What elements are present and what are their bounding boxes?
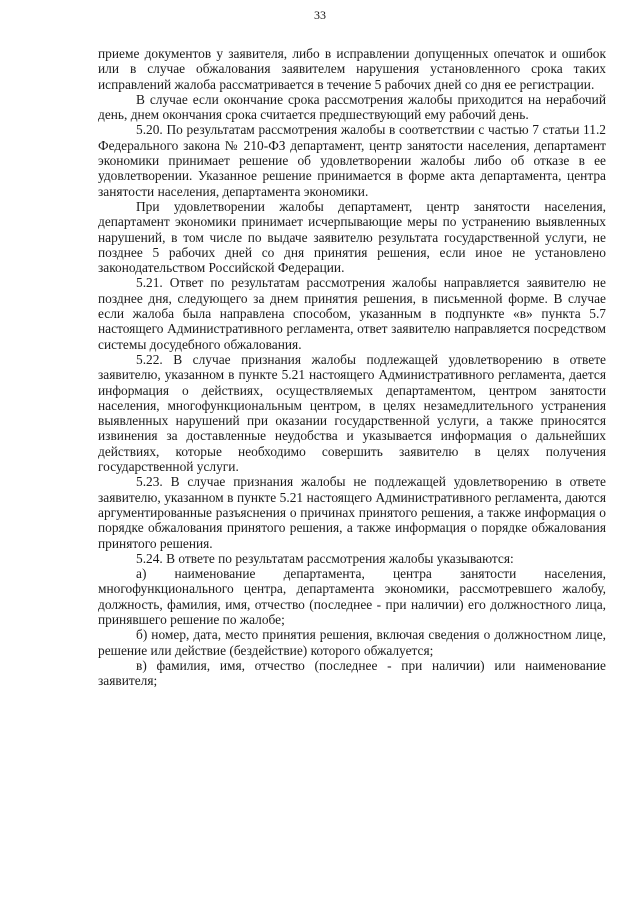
paragraph-continuation: приеме документов у заявителя, либо в исправлении допущенных опечаток и ошибок или в случае обжалования заявителем нарушения установленного срока таких исправлений жалоба рассматривается в течение 5 рабочих дней со дня ее регистрации. [98,46,606,92]
paragraph-5-21: 5.21. Ответ по результатам рассмотрения жалобы направляется заявителю не позднее дня, следующего за днем принятия решения, в письменной форме. В случае если жалоба была направлена способом, указанным в подпункте «в» пункта 5.7 настоящего Административного регламента, ответ заявителю направляется посредством системы досудебного обжалования. [98,275,606,352]
list-item-b: б) номер, дата, место принятия решения, включая сведения о должностном лице, решение или действие (бездействие) которого обжалуется; [98,627,606,658]
paragraph-satisfaction-measures: При удовлетворении жалобы департамент, центр занятости населения, департамент экономики принимает исчерпывающие меры по устранению выявленных нарушений, в том числе по выдаче заявителю результата государственной услуги, не позднее 5 рабочих дней со дня принятия решения, если иное не установлено законодательством Российской Федерации. [98,198,606,276]
paragraph-5-20: 5.20. По результатам рассмотрения жалобы в соответствии с частью 7 статьи 11.2 Федерального закона № 210-ФЗ департамент, центр занятости населения, департамент экономики принимает решение об удовлетворении жалобы либо об отказе в ее удовлетворении. Указанное решение принимается в форме акта департамента, центра занятости населения, департамента экономики. [98,122,606,199]
paragraph-5-23: 5.23. В случае признания жалобы не подлежащей удовлетворению в ответе заявителю, указанном в пункте 5.21 настоящего Административного регламента, даются аргументированные разъяснения о причинах принятого решения, а также информация о порядке обжалования принятого решения, а также информация о порядке обжалования принятого решения. [98,474,606,551]
list-item-v: в) фамилия, имя, отчество (последнее - при наличии) или наименование заявителя; [98,657,606,689]
paragraph-nonworking-day: В случае если окончание срока рассмотрения жалобы приходится на нерабочий день, днем окончания срока считается предшествующий ему рабочий день. [98,91,606,123]
paragraph-5-22: 5.22. В случае признания жалобы подлежащей удовлетворению в ответе заявителю, указанном в пункте 5.21 настоящего Административного регламента, дается информация о действиях, осуществляемых департаментом, центром занятости населения, многофункциональным центром, в целях незамедлительного устранения выявленных нарушений при оказании государственной услуги, а также приносятся извинения за доставленные неудобства и указывается информация о дальнейших действиях, которые необходимо совершить заявителю в целях получения государственной услуги. [98,351,606,475]
list-item-a: а) наименование департамента, центра занятости населения, многофункционального центра, департамента экономики, рассмотревшего жалобу, должность, фамилия, имя, отчество (последнее - при наличии) его должностного лица, принявшего решение по жалобе; [98,566,606,627]
paragraph-5-24: 5.24. В ответе по результатам рассмотрения жалобы указываются: [136,550,514,566]
page-number: 33 [314,8,326,22]
document-body [98,46,606,688]
